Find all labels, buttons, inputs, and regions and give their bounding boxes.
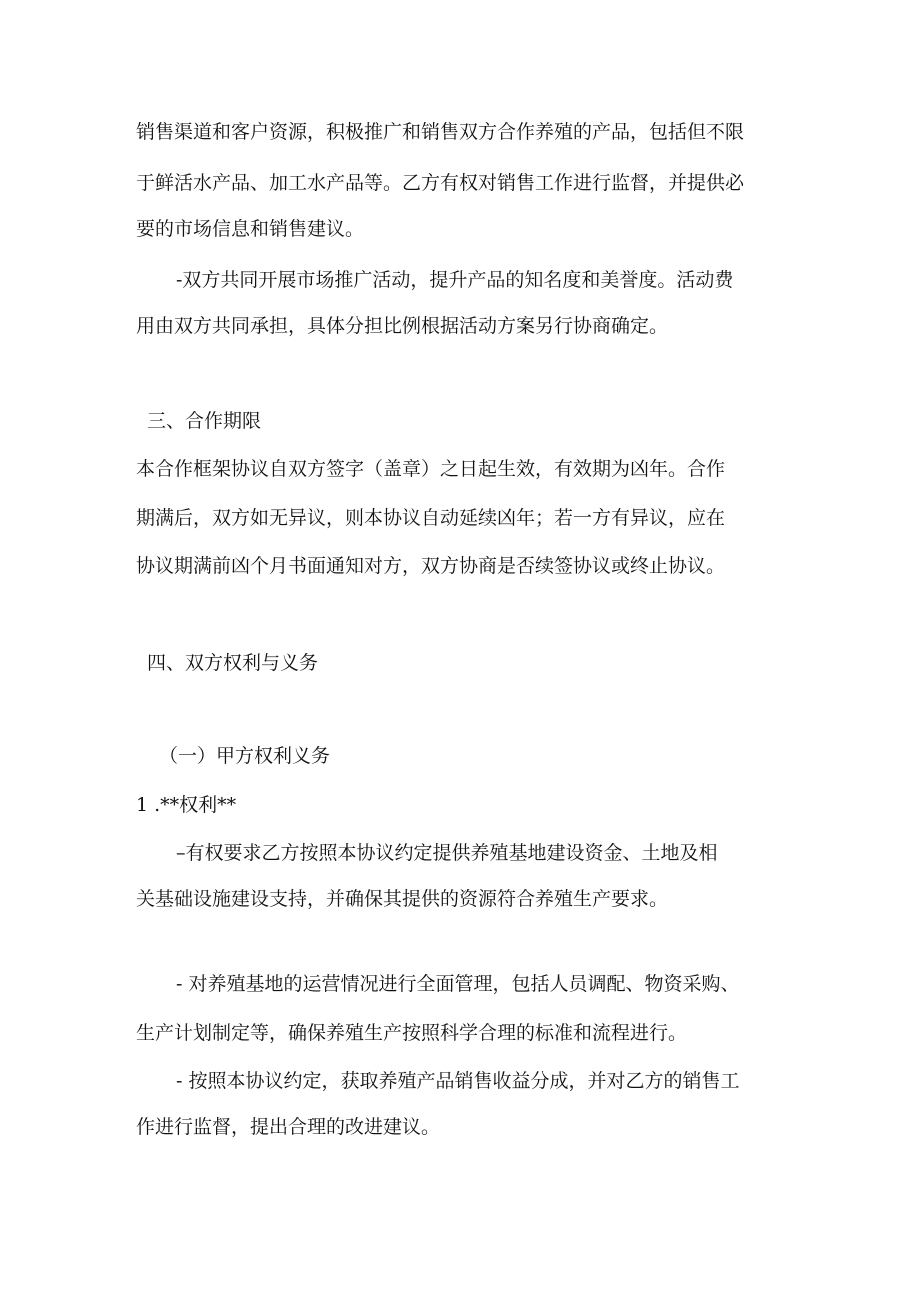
paragraph-line: –有权要求乙方按照本协议约定提供养殖基地建设资金、土地及相 — [176, 842, 718, 864]
paragraph-line: 协议期满前凶个月书面通知对方，双方协商是否续签协议或终止协议。 — [136, 555, 726, 577]
subsection-heading: （一）甲方权利义务 — [159, 745, 331, 767]
paragraph-line: 期满后，双方如无异议，则本协议自动延续凶年；若一方有异议，应在 — [136, 507, 726, 529]
paragraph-line: 本合作框架协议自双方签字（盖章）之日起生效，有效期为凶年。合作 — [136, 458, 726, 480]
paragraph-line: 作进行监督，提出合理的改进建议。 — [136, 1116, 441, 1138]
paragraph-line: 销售渠道和客户资源，积极推广和销售双方合作养殖的产品，包括但不限 — [136, 121, 745, 143]
paragraph-line: - 对养殖基地的运营情况进行全面管理，包括人员调配、物资采购、 — [176, 973, 740, 995]
section-heading: 四、双方权利与义务 — [147, 652, 319, 674]
paragraph-line: 要的市场信息和销售建议。 — [136, 218, 365, 240]
paragraph-line: 生产计划制定等，确保养殖生产按照科学合理的标准和流程进行。 — [136, 1022, 688, 1044]
paragraph-line: -双方共同开展市场推广活动，提升产品的知名度和美誉度。活动费 — [176, 269, 734, 291]
paragraph-line: 于鲜活水产品、加工水产品等。乙方有权对销售工作进行监督，并提供必 — [136, 172, 745, 194]
paragraph-line: 用由双方共同承担，具体分担比例根据活动方案另行协商确定。 — [136, 315, 669, 337]
section-heading: 三、合作期限 — [147, 410, 262, 432]
paragraph-line: 关基础设施建设支持，并确保其提供的资源符合养殖生产要求。 — [136, 888, 669, 910]
paragraph-line: - 按照本协议约定，获取养殖产品销售收益分成，并对乙方的销售工 — [176, 1070, 740, 1092]
numbered-item: 1 .**权利** — [136, 794, 237, 816]
